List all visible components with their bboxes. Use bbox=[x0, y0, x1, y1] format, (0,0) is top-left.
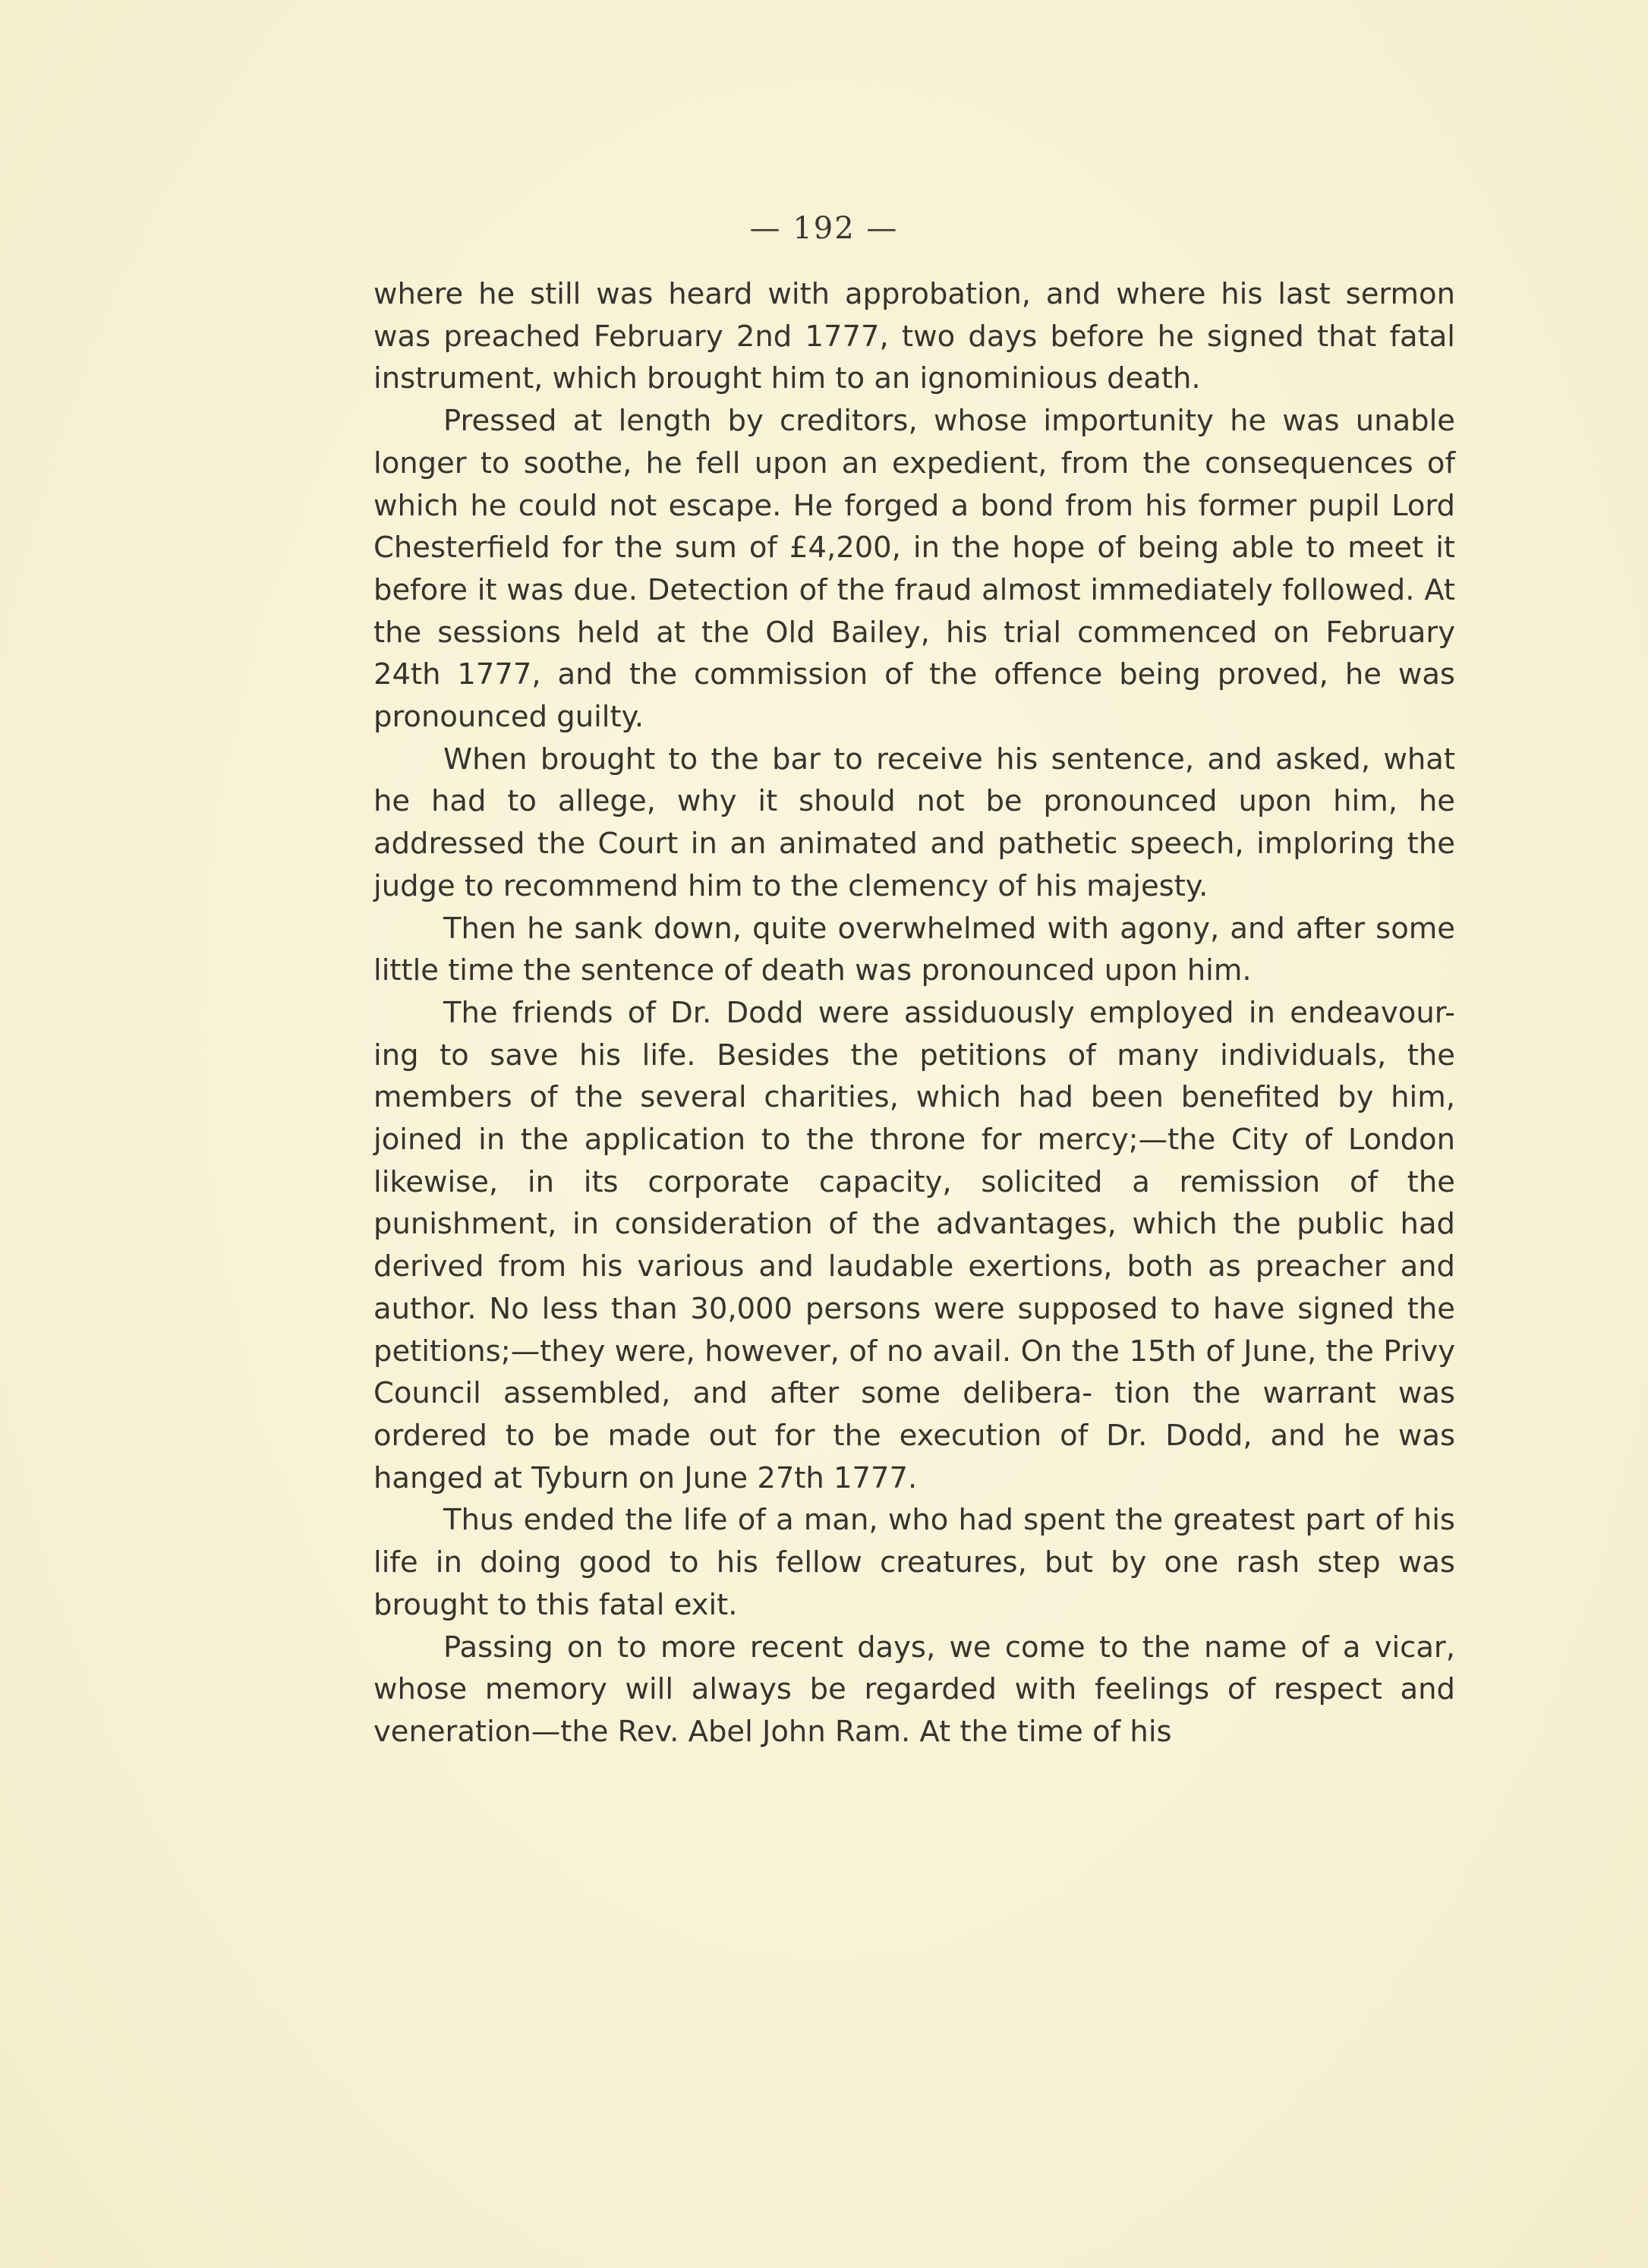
paragraph-6: Thus ended the life of a man, who had spent the greatest part of his life in doing good to his fellow creatures, but by one rash step was brought to this fatal exit. bbox=[373, 1503, 1455, 1622]
paragraph-1: where he still was heard with approbation, and where his last sermon was preached February 2nd 1777, two days before he signed that fatal instrument, which brought him to an ignominious death. bbox=[373, 277, 1455, 396]
paragraph-3: When brought to the bar to receive his sentence, and asked, what he had to allege, why it should not be pronounced upon him, he addressed the Court in an animated and pathetic speech, imploring the judge to recommend him to the clemency of his majesty. bbox=[373, 742, 1455, 903]
paragraph-4: Then he sank down, quite overwhelmed with agony, and after some little time the sentence of death was pronounced upon him. bbox=[373, 911, 1455, 988]
paragraph-5: The friends of Dr. Dodd were assiduously employed in endeavour- ing to save his life. Besides the petitions of many individuals, the members of the several charities, which had been benefited by him, joined in the application to the throne for mercy;—the City of London likewise, in its corporate capacity, solicited a remission of the punishment, in consideration of the advantages, which the public had derived from his various and laudable exertions, both as preacher and author. No less than 30,000 persons were supposed to have signed the petitions;—they were, however, of no avail. On the 15th of June, the Privy Council assembled, and after some delibera- tion the warrant was ordered to be made out for the execution of Dr. Dodd, and he was hanged at Tyburn on June 27th 1777. bbox=[373, 995, 1455, 1495]
paragraph-2: Pressed at length by creditors, whose importunity he was unable longer to soothe, he fell upon an expedient, from the consequences of which he could not escape. He forged a bond from his former pupil Lord Chesterfield for the sum of £4,200, in the hope of being able to meet it before it was due. Detection of the fraud almost immediately followed. At the sessions held at the Old Bailey, his trial commenced on February 24th 1777, and the commission of the offence being proved, he was pronounced guilty. bbox=[373, 404, 1455, 735]
body-text bbox=[373, 273, 1455, 1753]
paragraph-7: Passing on to more recent days, we come to the name of a vicar, whose memory will always be regarded with feelings of respect and veneration—the Rev. Abel John Ram. At the time of his bbox=[373, 1630, 1455, 1749]
page-number: — 192 — bbox=[749, 211, 899, 246]
